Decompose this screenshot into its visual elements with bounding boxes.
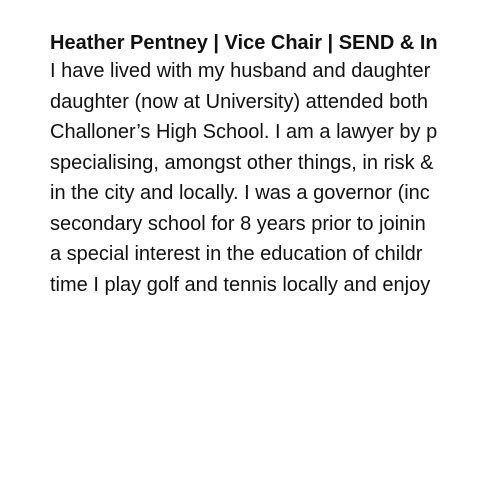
bio-line: time I play golf and tennis locally and enjoy (50, 273, 431, 296)
bio-line: daughter (now at University) attended both (50, 90, 428, 113)
bio-line: I have lived with my husband and daughter (50, 60, 431, 82)
bio-line: Challoner’s High School. I am a lawyer by p (50, 121, 438, 143)
bio-line: in the city and locally. I was a governor (inc (50, 182, 430, 204)
bio-line: specialising, amongst other things, in risk & (50, 151, 434, 174)
bio-line: a special interest in the education of childr (50, 243, 423, 265)
governor-bio (50, 30, 500, 300)
bio-text (50, 56, 500, 300)
bio-heading: Heather Pentney | Vice Chair | SEND & In (50, 32, 438, 54)
bio-line: secondary school for 8 years prior to joinin (50, 212, 426, 235)
